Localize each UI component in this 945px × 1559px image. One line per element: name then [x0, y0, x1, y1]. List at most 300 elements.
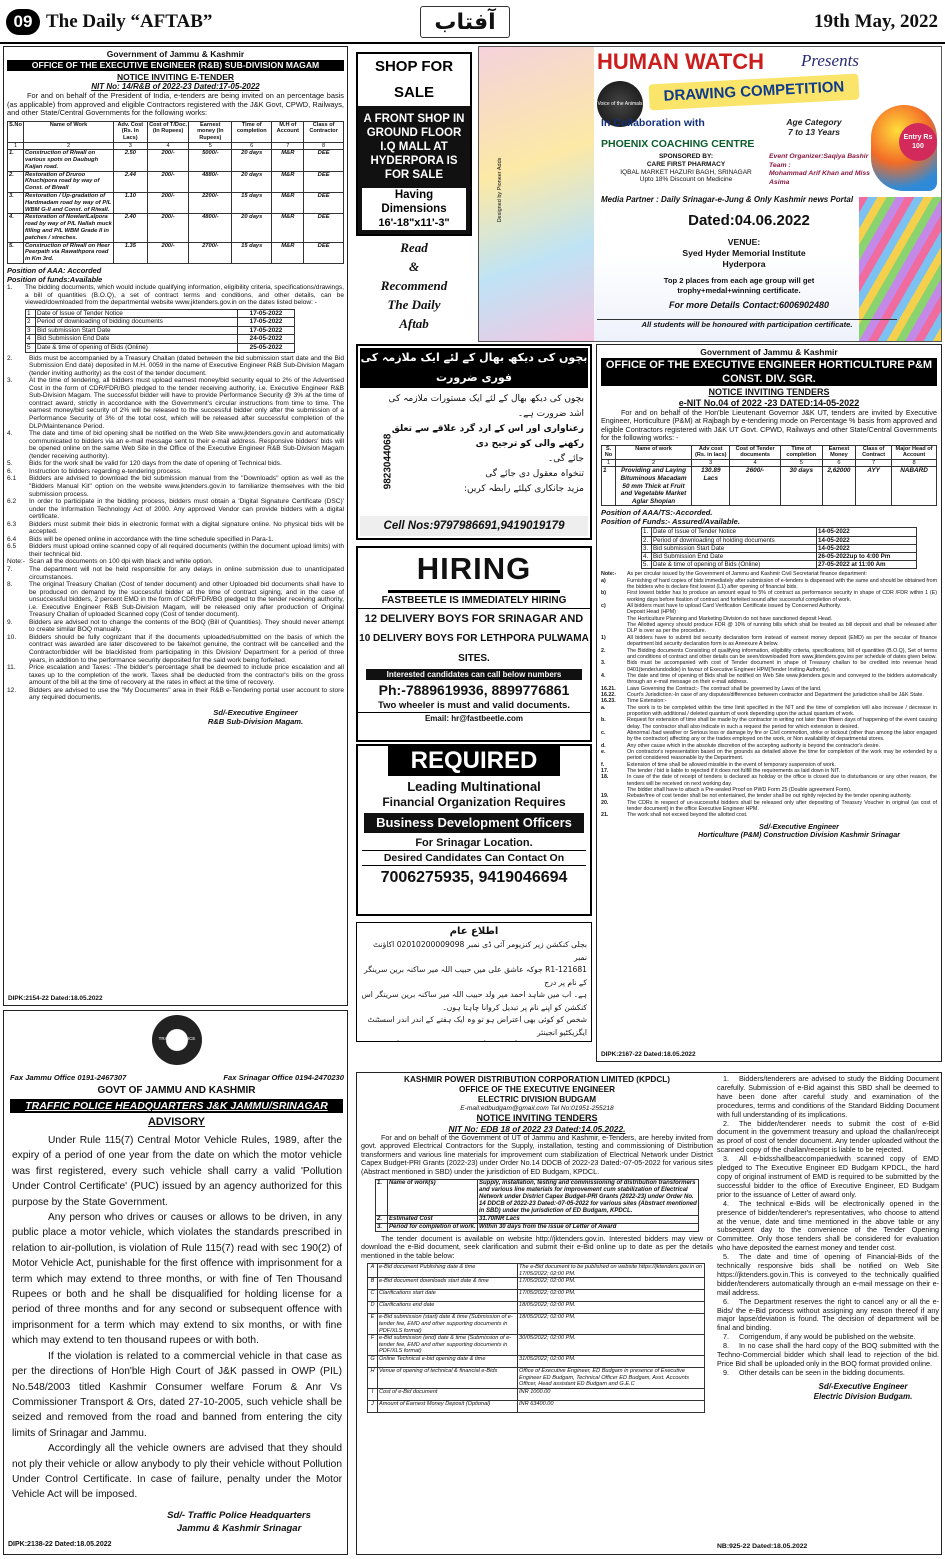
cell: 30 days [780, 467, 822, 506]
note-text: Furnishing of hard copies of bids immediately after submission of e-tenders is dispensed with the same and should be obtained from the bidders who is declare first lowest (L1) after opening of financial bids. [627, 577, 937, 591]
note-text: Time Extension:- [627, 698, 667, 705]
table-row [368, 1335, 705, 1356]
cell: NABARD [892, 467, 937, 506]
cell: 30/05/2022; 02:00 PM. [518, 1335, 705, 1356]
kpdcl-sign-2: Electric Division Budgam. [813, 1391, 913, 1401]
rb-paragraph [7, 581, 344, 619]
cell: AYY [856, 467, 892, 506]
table-row [376, 1224, 699, 1232]
cell: M&R [272, 171, 304, 192]
table-row [26, 309, 295, 318]
para-number: 12. [7, 686, 17, 694]
col-header: Class of Contractor [304, 121, 344, 142]
cell: 15 days [232, 242, 272, 263]
hw-venue-1: Syed Hyder Memorial Institute [682, 248, 806, 258]
masthead-logo: آفتاب [420, 6, 510, 38]
note-text: Abnormal /bad weather or Serious loss or damage by fire or Civil commotion, strike or lockout (other than among the labor engaged by the contractor) affecting any or the trades employed on the work, or Non availability of departmental stores. [627, 729, 937, 743]
para-text: Bids must be accompanied by a Treasury Challan (dated between the bid submission start date and the Bid Submission End date) deposited in M.H. 0059 in the name of Executive Engineer R&B Sub-Division Magam (tender inviting authority) as the cost of the tender document. [29, 354, 344, 377]
cell: Restoration of Druroo Khuchipora road by way of Const. of B/wall [24, 171, 114, 192]
cell: 1. [8, 150, 24, 171]
cell: Name of work(s) [388, 1180, 478, 1216]
note-text: First lowest bidder has to produce an amount equal to 5% of contract as performance security in shape of CDR /FDR within 1 (E) working days before fixation of contract and forfeited sound after successful completion of work. [627, 590, 937, 603]
rb-paragraph [7, 498, 344, 521]
hort-note [601, 730, 937, 743]
cell: Restoration / Up-gradation of Hardmadam road by way of P/L WBM G-II and Const. of R/wall. [24, 192, 114, 213]
term-number: 4. [723, 1198, 729, 1208]
kpdcl-corp: KASHMIR POWER DISTRIBUTION CORPORATION LIMITED (KPDCL) [404, 1075, 670, 1084]
hort-table-header [602, 445, 937, 459]
urdu-ad-title: بچوں کی دیکھ بھال کے لئے ایک ملازمہ کی فوری ضرورت [360, 348, 588, 388]
cell: 26-05-2022up to 4:00 Pm [817, 552, 917, 560]
hort-dates-table [641, 527, 917, 569]
term-text: All e-bidsshallbeaccompaniedwith scanned copy of EMD pledged to The Executive Engineer ED Budgam KPDCL, the hard copy of original instrument of EMD is required to be submitted by the successful bidder to the office of Executive Engineer, ED Budgam prior to the issuance of Letter of award only. [717, 1154, 939, 1199]
traffic-signature [134, 1509, 344, 1535]
hw-team-label: Team : [769, 161, 791, 169]
traffic-fax-1: Fax Jammu Office 0191-2467307 [10, 1073, 127, 1082]
cell: Providing and Laying Bituminous Macadam 50 mm Thick at Fruit and Vegetable Market Aglar Shopian [616, 467, 692, 506]
traffic-para: Accordingly all the vehicle owners are advised that they should not ply their vehicle or allow anybody to ply their vehicle without Pollution Under Control Certificate. In case of failure, penalty under the Motor Vehicle Act will be imposed. [12, 1443, 342, 1501]
cell: Date of Issue of Tender Notice [652, 528, 817, 536]
cell: 17-05-2022 [238, 309, 294, 318]
table-row [26, 326, 295, 335]
note-number: Note:- [601, 571, 617, 578]
col-number: 8 [892, 459, 937, 467]
hw-venue [619, 237, 869, 270]
cell: DEE [304, 192, 344, 213]
para-number: 6.4 [7, 535, 17, 543]
cell: 17/05/2022; 02:00 PM. [518, 1278, 705, 1290]
hort-note [601, 635, 937, 648]
hort-office-title: OFFICE OF THE EXECUTIVE ENGINEER HORTICULTURE P&M CONST. DIV. SGR. [601, 358, 937, 386]
hort-note [601, 660, 937, 673]
rb-table-header [8, 121, 344, 142]
kpdcl-notice-title: NOTICE INVITING TENDERS [476, 1113, 598, 1123]
hort-works-table [601, 445, 937, 507]
para-number: 10. [7, 633, 17, 641]
masthead [0, 0, 945, 44]
urdu-line: رعناواری اور اس کے ارد گرد علاقے سے تعلق رکھنے والی کو ترجیح دی [391, 424, 584, 449]
para-number: 6. [7, 467, 13, 475]
note-number: 16.21. [601, 685, 616, 692]
term-number: 2. [723, 1118, 729, 1128]
col-number: 8 [304, 142, 344, 150]
table-row [368, 1290, 705, 1302]
cell: 4880/- [189, 171, 232, 192]
table-row [368, 1368, 705, 1389]
table-row [368, 1302, 705, 1314]
cell: M&R [272, 150, 304, 171]
cell: 17-05-2022 [238, 318, 294, 327]
cell: 1 [26, 309, 36, 318]
para-text: Price escalation and Taxes: -The bidder's percentage shall be deemed to include price escalation and all taxes up to the completion of the work. Taxes shall be deducted from the contractor's bills on the gross amount of the bill at the time of recovery at the rates in effect at the time of recovery. [29, 664, 344, 687]
para-text: In order to participate in the bidding process, bidders must obtain a 'Digital Signature Certificate (DSC)' under the Information Technology Act of 2000. Any approved Vendor can provide bidders with a digital certificate. [29, 498, 344, 521]
cell: G [368, 1356, 378, 1368]
table-row [642, 536, 917, 544]
para-text: Bidders must upload online scanned copy of all required documents (within the document upload limits) with their technical bid. [29, 543, 344, 558]
hort-dipk: DIPK:2167-22 Dated:18.05.2022 [601, 1051, 696, 1058]
note-number: 3. [601, 660, 606, 667]
cell: DEE [304, 214, 344, 242]
cell: 15 days [232, 192, 272, 213]
note-number: 4. [601, 672, 606, 679]
rb-dipk: DIPK:2154-22 Dated:18.05.2022 [8, 995, 103, 1002]
cell: 200/- [147, 214, 189, 242]
cell: 20 days [232, 150, 272, 171]
table-row [602, 467, 937, 506]
para-text: Bidders must submit their bids in electronic format with a digital signature online. No physical bids will be accepted. [29, 520, 344, 536]
hiring-line-1: 12 DELIVERY BOYS FOR SRINAGAR AND [364, 613, 584, 625]
cell: Restoration of NowlariLalpora road by way of P/L Nallah muck filling and P/L WBM Grade II in patches / streches. [25, 214, 112, 241]
cell: e-Bid submission (end) date & time (Submission of e-tender fee, EMD and other supporting documents in PDF/XLS format) [378, 1335, 518, 1356]
page-number: 09 [6, 9, 40, 35]
traffic-hq: TRAFFIC POLICE HEADQUARTERS J&K JAMMU/SRINAGAR [10, 1099, 343, 1113]
hiring-ad [356, 546, 592, 742]
hort-notes [601, 571, 937, 818]
kpdcl-nb: NB:925-22 Dated:18.05.2022 [717, 1543, 808, 1550]
para-number: 6.2 [7, 498, 17, 506]
cell: 1. [376, 1180, 388, 1216]
read-line: Read [400, 240, 428, 255]
cell: 18/05/2022; 02:00 PM. [518, 1314, 705, 1335]
cell: 25-05-2022 [238, 344, 294, 353]
cell: M&R [272, 242, 304, 263]
cell: e-Bid submission (start) date & time (Submission of e-tender fee, EMD and other supporting documents in PDF/XLS format) [378, 1314, 518, 1335]
urdu-line: جائے گی۔ [547, 454, 584, 464]
rb-signature [7, 708, 344, 726]
rb-paragraph [7, 430, 344, 460]
cell: Date & time of opening of Bids (Online) [652, 561, 817, 569]
hort-note [601, 578, 937, 591]
para-text: Bids will be opened online in accordance with the time schedule specified in Para-1. [29, 535, 274, 543]
note-number: f. [601, 761, 605, 768]
col-number: 1 [602, 459, 616, 467]
rb-paragraph [7, 558, 344, 566]
note-number [601, 622, 627, 635]
cell: Online Technical e-bid opening date & time [378, 1356, 518, 1368]
term-number: 7. [723, 1332, 729, 1342]
traffic-para: Under Rule 115(7) Central Motor Vehicle Rules, 1989, after the expiry of a period of one year from the date on which the motor vehicle was first registered, every such vehicle shall carry a valid 'Pollution Under Control Certificate' (PUC) issued by an agency authorized for this purpose by the State Government. [12, 1135, 342, 1208]
cell: F [368, 1335, 378, 1356]
note-text: The work shall not exceed beyond the allotted cost. [627, 812, 748, 819]
col-header: Time of completion [232, 121, 272, 142]
table-row [8, 192, 344, 213]
term-text: In no case shall the hard copy of the BOQ submitted with the Techno-Commercial bidder which shall lead to rejection of the bid. Price Bid shall be uploaded only in the BOQ format provided online. [717, 1341, 939, 1368]
hort-signature [601, 823, 937, 840]
cell: 5000/- [189, 150, 232, 171]
cell: 3. [376, 1224, 388, 1232]
hiring-phone: Ph:-7889619936, 8899776861 [378, 682, 570, 698]
cell: Date & time of opening of Bids (Online) [36, 344, 238, 353]
note-number: 18. [601, 774, 609, 781]
required-line-3: Business Development Officers [364, 813, 584, 833]
urdu-notice-body [361, 939, 587, 1042]
col-header: Cost of T/Doc. (In Rupees) [147, 121, 189, 142]
col-header: Cost of Tender documents [730, 445, 780, 459]
para-text: Bidders are advised to use the "My Documents" area in their R&B e-Tendering portal user account to store any required documents. [29, 686, 344, 702]
kpdcl-term [717, 1200, 939, 1253]
table-row [368, 1356, 705, 1368]
read-line: The Daily [387, 297, 441, 312]
cell: 3 [26, 326, 36, 335]
urdu-line: مزید جانکاری کیلئے رابطہ کریں: [464, 484, 584, 494]
col-header: S. No [602, 445, 616, 459]
note-number: 1) [601, 634, 606, 641]
cell: DEE [304, 171, 344, 192]
kpdcl-work-table [375, 1179, 699, 1232]
hiring-line-3: Interested candidates can call below numbers [366, 669, 582, 680]
note-text: As per circular issued by the Government of Jammu and Kashmir Civil Secretariat finance department: [627, 571, 867, 578]
traffic-para: Any person who drives or causes or allows to be driven, in any public place a motor vehicle, which violates the standards prescribed in relation to air-pollution, is violation of Rule 115(7) read with sec 190(2) of Motor Vehicle Act, punishable for the first offence with imprisonment for a term which may extend to three months, or with fine of Ten Thousand Rupees or both and he shall be disqualified for holding license for a period of three months and for any second or subsequent offence with imprisonment for a term which may extend to six months, or with fine which may extend to ten thousand rupees or with both. [12, 1212, 342, 1347]
hw-market: IQBAL MARKET HAZURI BAGH, SRINAGAR [620, 168, 752, 176]
cell: 20 days [232, 171, 272, 192]
cell: 4 [26, 335, 36, 344]
traffic-sign-2: Jammu & Kashmir Srinagar [176, 1523, 302, 1534]
cell: 2.50 [114, 150, 148, 171]
table-row [376, 1216, 699, 1224]
traffic-police-emblem: TRAFFIC POLICE [152, 1015, 202, 1065]
required-line-1: Leading Multinational [407, 779, 541, 794]
traffic-advisory [3, 1010, 348, 1555]
table-row [642, 528, 917, 536]
cell: 2 [26, 318, 36, 327]
hw-media: Media Partner : Daily Srinagar-e-Jung & Only Kashmir news Portal [601, 195, 854, 204]
cell: 130.89 Lacs [692, 467, 730, 506]
required-title: REQUIRED [388, 746, 560, 776]
col-number: 6 [822, 459, 855, 467]
term-text: Bidders/tenderers are advised to study the Bidding Document carefully. Submission of e-Bid against this SBD shall be deemed to have been done after careful study and examination of the procedures, terms and conditions of the Standard Bidding Document with full understanding of its implications. [717, 1075, 939, 1119]
cell: Period for completion of work. [389, 1224, 476, 1231]
table-row [26, 318, 295, 327]
para-text: At the time of tendering, all bidders must upload earnest money/bid security equal to 2% of the Advertised Cost in the form of CDR/FDR/BG pledged to the tender receiving authority, i.e. Executive Engineer R&B Sub-Division Magam. The successful bidder will have to provide Performance Security @ 3% at the time of contract award, strictly in accordance with the Government's circular instructions from time to time. The earnest money/bid security of 2% will be released to the successful bidder only after the submission of a Performance Security of 3% of the total cost, which will be released after successful completion of the DLP/Maintenance Period. [29, 377, 344, 430]
rb-office-title: OFFICE OF THE EXECUTIVE ENGINEER (R&B) SUB-DIVISION MAGAM [7, 60, 344, 71]
table-row [8, 242, 344, 263]
note-number: 21. [601, 812, 609, 819]
note-text: Deposit Head (HPM) [627, 609, 676, 616]
kpdcl-contact: E-mail:edbudgam@gmail.com Tel No:01951-255218 [460, 1105, 614, 1112]
hw-entry-badge: Entry Rs 100 [899, 123, 937, 161]
para-number: 3. [7, 377, 13, 385]
note-text: Laws Governing the Contract:- The contract shall be governed by Laws of the land. [627, 685, 822, 692]
note-number: d. [601, 742, 606, 749]
traffic-fax-2: Fax Srinagar Office 0194-2470230 [223, 1073, 344, 1082]
urdu-line: بچوں کی دیکھ بھال کے لئے ایک مستورات ملازمہ کی اشد ضرورت ہے۔ [388, 394, 584, 419]
cell: 14-05-2022 [817, 544, 917, 552]
hort-aaa: Position of AAA/TS:-Accorded. [601, 508, 713, 518]
col-number: 2 [616, 459, 692, 467]
cell: A [368, 1264, 378, 1278]
hiring-sub: FASTBEETLE IS IMMEDIATELY HIRING [358, 593, 590, 609]
hw-dated: Dated:04.06.2022 [688, 212, 810, 229]
hiring-email: Email: hr@fastbeetle.com [358, 712, 590, 724]
hort-intro: For and on behalf of the Hon'ble Lieutenant Governor J&K UT, tenders are invited by Executive Engineer, Horticulture (P&M) at Rajbagh by e-tendering mode on Percentage % basis from approved and eligible Contractors registered with J&K UT Govt. CPWD, Railways and other State/Central Governments for the following works: - [601, 408, 937, 443]
cell: 31/05/2022; 02:00 PM. [518, 1356, 705, 1368]
traffic-sign-1: Sd/- Traffic Police Headquarters [167, 1510, 311, 1521]
note-number: b) [601, 590, 606, 597]
cell: I [368, 1388, 378, 1400]
note-text: Rebate/free of cost tender shall be not entertained, the tender shall be out rightly rejected by the tender opening authority. [627, 793, 912, 800]
rb-paragraph [7, 475, 344, 498]
cell: e-Bid document Publishing date & time [378, 1264, 518, 1278]
note-text: Any other cause which in the absolute discretion of the accepting authority is beyond the contractor's desire. [627, 742, 881, 749]
col-header: Class of Contract [856, 445, 892, 459]
para-number: 11. [7, 664, 16, 672]
kpdcl-office: OFFICE OF THE EXECUTIVE ENGINEER [458, 1085, 616, 1094]
term-number: 5. [723, 1252, 729, 1262]
hw-contact: For more Details Contact:6006902480 [668, 300, 830, 310]
kpdcl-term [717, 1120, 939, 1156]
cell: H [368, 1368, 378, 1389]
urdu-line: شخص کو کوئی بھی اعتراض ہو تو وہ ایک ہفتے کے اندر اندر اسسٹنٹ ایگزیکٹیو انجینئر [367, 1015, 587, 1037]
rb-paragraph [7, 619, 344, 634]
hw-team: Mohammad Arif Khan and Miss Asima [769, 170, 870, 186]
para-text: The department will not be held responsible for any delays in online submission due to unanticipated circumstances. [29, 565, 344, 581]
hw-organizer: Event Organizer:Saqiya Bashir [769, 153, 869, 160]
note-text: All bidders have to submit bid security declaration form instead of earnest money deposit (EMD) as per the secular of finance department bid security declaration form is as Annexure A below. [627, 634, 937, 648]
rb-paragraph [7, 355, 344, 378]
rb-paragraph [7, 566, 344, 581]
newspaper-name: The Daily “AFTAB” [46, 11, 213, 32]
required-line-4: For Srinagar Location. [415, 837, 533, 849]
para-number: 4. [7, 430, 13, 438]
cell: Amount of Earnest Money Deposit (Optional) [378, 1400, 518, 1412]
shop-body: A FRONT SHOP IN GROUND FLOOR I.Q MALL AT HYDERPORA IS FOR SALE [363, 113, 465, 181]
note-number: a. [601, 704, 606, 711]
traffic-advisory-title: ADVISORY [147, 1116, 206, 1128]
col-header: S.No [8, 121, 24, 142]
table-row [642, 552, 917, 560]
cell: J [368, 1400, 378, 1412]
cell: Bid submission Start Date [36, 326, 238, 335]
table-row [368, 1278, 705, 1290]
col-header: M.H of Account [272, 121, 304, 142]
hiring-title: HIRING [388, 548, 560, 593]
cell: 200/- [147, 242, 189, 263]
hort-funds: Position of Funds:- Assured/Available. [601, 517, 740, 527]
hort-note [601, 812, 937, 818]
urdu-maid-ad [356, 344, 592, 540]
rb-funds: Position of funds:Available [7, 274, 103, 284]
cell: M&R [272, 214, 304, 242]
hort-note [601, 705, 937, 718]
para-text: Bidders should be fully cognizant that if the documents uploaded/submitted on the basis of which the contract was awarded are later discovered to be fake/not genuine, the contract will be cancelled and the Contractor/bidder will be blacklisted from participating in this Division/ Department for a period of three years, in addition to the performance security deposited for the said work being forfeited. [29, 633, 344, 664]
hort-table-colnums [602, 459, 937, 467]
cell: 1.35 [114, 242, 148, 263]
hort-note [601, 800, 937, 813]
cell: E [368, 1314, 378, 1335]
cell: C [368, 1290, 378, 1302]
hw-collab: In Collaboration with [601, 117, 705, 129]
kpdcl-right [717, 1075, 939, 1553]
kpdcl-term [717, 1253, 939, 1298]
rb-para-1: 1. The bidding documents, which would include qualifying information, eligibility criteria, specifications/drawings, a bill of quantities (B.O.Q), a set of contract terms and conditions, and other details, can be viewed/downloaded from the departmental website www.jktenders.gov.in on the dates listed below: - [7, 283, 344, 307]
shop-dimensions-label: Having Dimensions [362, 188, 466, 216]
cell: Venue of opening of technical & financial e-Bids [378, 1368, 518, 1389]
table-row [26, 335, 295, 344]
cell: Construction of R/wall on various spots on Daubugh Kaijan road. [24, 150, 114, 171]
cell: B [368, 1278, 378, 1290]
rb-tender-notice [3, 46, 348, 1006]
term-number: 9. [723, 1367, 729, 1377]
hort-note [601, 749, 937, 762]
urdu-notice-title: اطلاع عام [449, 926, 499, 937]
col-number: 5 [189, 142, 232, 150]
kpdcl-intro: For and on behalf of the Government of UT of Jammu and Kashmir, e-Tenders, are hereby invited from govt. approved Electrical Contractors for the Supply, installation, testing and commissioning of Distribution transformers and various line materials for improvement cum stabilization of Electrical Network under District Capex Budget-PRI Grants (2022-23) under Order No.14 DDCB of 2022-23 Dated:-07-05-2022 for various sites (Abstract mentioned in SBD) under the jurisdiction of ED Budgam, KPDCL. [361, 1133, 713, 1176]
hw-discount: Upto 18% Discount on Medicine [639, 176, 733, 184]
hort-sign-1: Sd/-Executive Engineer [759, 821, 839, 831]
hort-sign-2: Horticulture (P&M) Construction Division Kashmir Srinagar [697, 830, 901, 840]
kpdcl-availability: The tender document is available on website http://jktenders.gov.in. Interested bidders may view or download the e-Bid document, seek clarification and submit their e-Bid online up to date as per the details mentioned in the table below: [361, 1234, 713, 1260]
required-line-5: Desired Candidates Can Contact On [362, 850, 586, 866]
hort-tender-notice [596, 344, 942, 1062]
kpdcl-tender-notice [356, 1072, 942, 1555]
term-text: Other details can be seen in the bidding documents. [739, 1367, 905, 1377]
kpdcl-sign-1: Sd/-Executive Engineer [818, 1381, 908, 1391]
table-row [368, 1314, 705, 1335]
para-text: Bidders are advised not to change the contents of the BOQ (Bill of Quantities). They should never attempt to create similar BOQ manually. [29, 618, 344, 634]
cell: 2.44 [114, 171, 148, 192]
cell: 31.70INR Lacs [478, 1216, 699, 1224]
shop-title: SHOP FOR SALE [358, 54, 470, 106]
note-text: The bidder shall have to attach a Pre-sealed Proof on PWD Form 25 (Double agreement Form). [627, 787, 852, 794]
urdu-public-notice [356, 922, 592, 1042]
cell: Office of Executive Engineer, ED Budgam in presence of Executive Engineer ED Budgam, Technical Officer ED Budgam, Asst. Accounts Officer, Head assistant ED Budgam and G.E.C [518, 1368, 705, 1389]
cell: DEE [304, 242, 344, 263]
para-number: Note:- [7, 558, 25, 566]
hw-prizes-2: trophy+medal+winning certificate. [677, 286, 801, 295]
para-number: 9. [7, 618, 13, 626]
term-text: Corrigendum, if any would be published on the website. [739, 1332, 916, 1342]
rb-paragraphs [7, 355, 344, 702]
cell: Cost of e-Bid document [378, 1388, 518, 1400]
cell: 2700/- [189, 242, 232, 263]
note-text: Extension of time shall be allowed missible in the event of temporary suspension of work. [627, 761, 836, 768]
hw-sponsor [601, 153, 771, 184]
rb-govt: Government of Jammu & Kashmir [106, 49, 245, 59]
cell: 2200/- [189, 192, 232, 213]
para-text: Bids for the work shall be valid for 120 days from the date of opening of Technical bids. [29, 460, 282, 468]
rb-paragraph [7, 521, 344, 536]
urdu-line: 121681-R1 جوکہ عاشق علی میں حبیب اللہ میر ساکنہ برین سرینگر کے نام پر درج [364, 965, 587, 987]
para-number: 6.1 [7, 475, 17, 483]
cell: Period of downloading of bidding documents [36, 318, 238, 327]
cell: D [368, 1302, 378, 1314]
hw-pharmacy: CARE FIRST PHARMACY [646, 160, 726, 168]
cell: 14-05-2022 [817, 536, 917, 544]
rb-sign-1: Sd/-Executive Engineer [213, 707, 298, 717]
para-number: 7. [7, 565, 13, 573]
table-row [368, 1264, 705, 1278]
rb-paragraph [7, 536, 344, 544]
cell: 24-05-2022 [238, 335, 294, 344]
traffic-para: If the violation is related to a commercial vehicle in that case as per the directions of Hon'ble High Court of J&K passed in OWP (PIL) No.548/2003 titled Kashmir Consumer welfare Forum & Anr Vs Commissioner Transport & Ors, dated 27-10-2005, such vehicle shall be seized and removed from the road and banned from entering the city limits of Srinagar and Jammu. [12, 1350, 342, 1439]
cell: 200/- [147, 192, 189, 213]
col-number: 4 [730, 459, 780, 467]
note-number: b. [601, 717, 606, 724]
cell: DEE [304, 150, 344, 171]
cell: 4. [8, 214, 24, 242]
hort-note [601, 648, 937, 661]
kpdcl-division: ELECTRIC DIVISION BUDGAM [477, 1095, 597, 1104]
note-text: The date and time of opening of Bids shall be notified on Web Site www.jktenders.gov.in and conveyed to the bidders automatically through an e-mail message on their e-mail address. [627, 672, 937, 686]
note-number: c. [601, 729, 606, 736]
para-text: Bidders are advised to download the bid submission manual from the "Downloads" option as well as the "Bidders Manual Kit" option on the website www.jktenders.gov.in to familiarize themselves with the bid submission process. [29, 475, 344, 498]
term-number: 6. [723, 1296, 729, 1306]
hw-banner: DRAWING COMPETITION [648, 74, 859, 111]
cell: 4. [642, 552, 652, 560]
cell: 2,62000 [822, 467, 855, 506]
para-text: The original Treasury Challan (Cost of tender document) and other Uploaded bid documents shall have to be produced on demand by the successful bidder at the time of contract signing, and in the case of unsuccessful bidders, 2 percent EMD in the form of CDR/FDR/BG pledged to the tender receiving authority, i.e. Executive Engineer R&B Sub-Division Magam, will be released only after production of Original Treasury Challan of uploaded Scanned copy (Cost of tender document). [29, 581, 344, 619]
hort-note [601, 774, 937, 787]
